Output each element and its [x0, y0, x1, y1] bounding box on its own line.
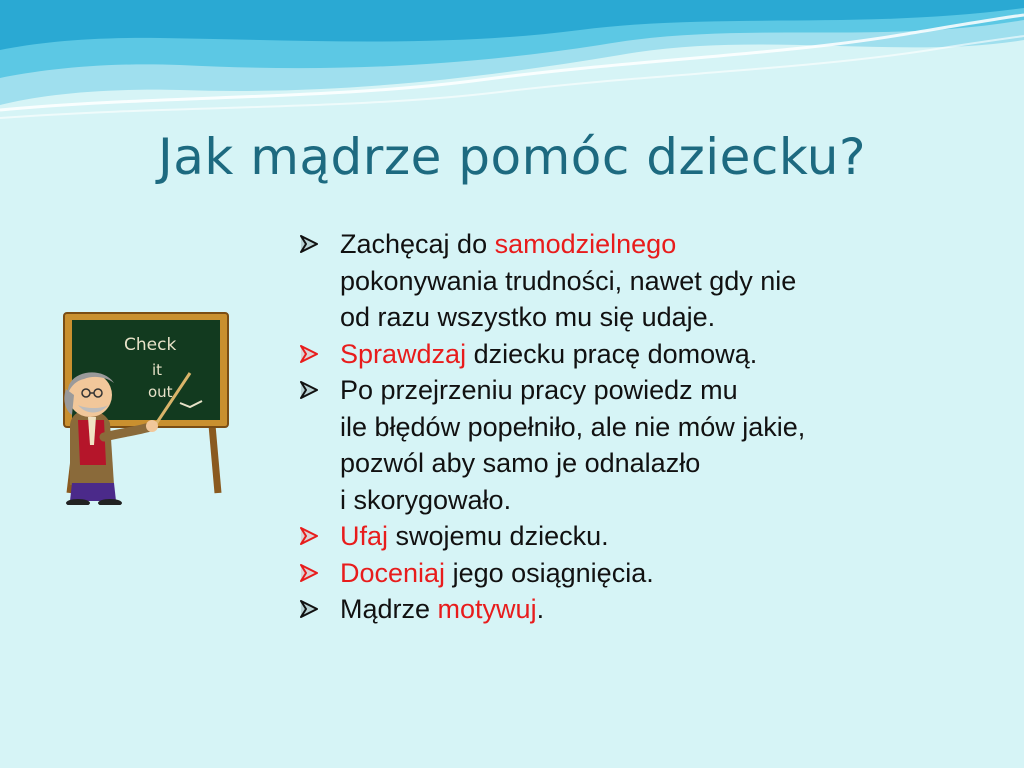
- bullet-item: [300, 336, 1000, 373]
- bullet-item: [300, 518, 1000, 555]
- bullet-line: [340, 445, 1000, 482]
- bullet-line: [340, 409, 1000, 446]
- arrow-bullet-icon: [300, 235, 318, 253]
- bullet-list: [300, 226, 1000, 628]
- bullet-text: swojemu dziecku.: [388, 521, 609, 551]
- bullet-item: [300, 226, 1000, 336]
- bullet-text: ile błędów popełniło, ale nie mów jakie,: [340, 411, 806, 442]
- highlight-text: Ufaj: [340, 521, 389, 551]
- bullet-line: [340, 263, 1000, 300]
- arrow-bullet-icon: [300, 564, 318, 582]
- bullet-line: [340, 518, 1000, 555]
- bullet-text: od razu wszystko mu się udaje.: [340, 302, 716, 332]
- bullet-text: i skorygowało.: [340, 484, 512, 515]
- bullet-text: pokonywania trudności, nawet gdy nie: [340, 265, 797, 296]
- bullet-text: jego osiągnięcia.: [445, 557, 654, 588]
- highlight-text: samodzielnego: [494, 229, 677, 259]
- bullet-line: [340, 226, 1000, 263]
- bullet-text: Mądrze: [340, 594, 438, 624]
- svg-text:Check: Check: [124, 335, 177, 355]
- bullet-line: [340, 336, 1000, 373]
- bullet-text: .: [536, 594, 545, 624]
- bullet-text: dziecku pracę domową.: [466, 338, 758, 369]
- bullet-text: pozwól aby samo je odnalazło: [340, 448, 701, 478]
- wave-decoration: [0, 0, 1024, 130]
- bullet-item: [300, 372, 1000, 518]
- arrow-bullet-icon: [300, 381, 318, 399]
- bullet-item: [300, 555, 1000, 592]
- bullet-line: [340, 555, 1000, 592]
- teacher-at-chalkboard-icon: [40, 305, 240, 505]
- highlight-text: Sprawdzaj: [340, 338, 467, 369]
- svg-text:out: out: [148, 383, 173, 401]
- bullet-text: Zachęcaj do: [340, 229, 495, 259]
- highlight-text: Doceniaj: [340, 557, 446, 588]
- svg-text:it: it: [152, 361, 163, 379]
- arrow-bullet-icon: [300, 527, 318, 545]
- bullet-line: [340, 372, 1000, 409]
- highlight-text: motywuj: [437, 594, 537, 624]
- arrow-bullet-icon: [300, 345, 318, 363]
- bullet-item: [300, 591, 1000, 628]
- arrow-bullet-icon: [300, 600, 318, 618]
- slide-title: Jak mądrze pomóc dziecku?: [157, 128, 867, 186]
- bullet-text: Po przejrzeniu pracy powiedz mu: [340, 375, 738, 405]
- bullet-line: [340, 299, 1000, 336]
- bullet-line: [340, 482, 1000, 519]
- bullet-line: [340, 591, 1000, 628]
